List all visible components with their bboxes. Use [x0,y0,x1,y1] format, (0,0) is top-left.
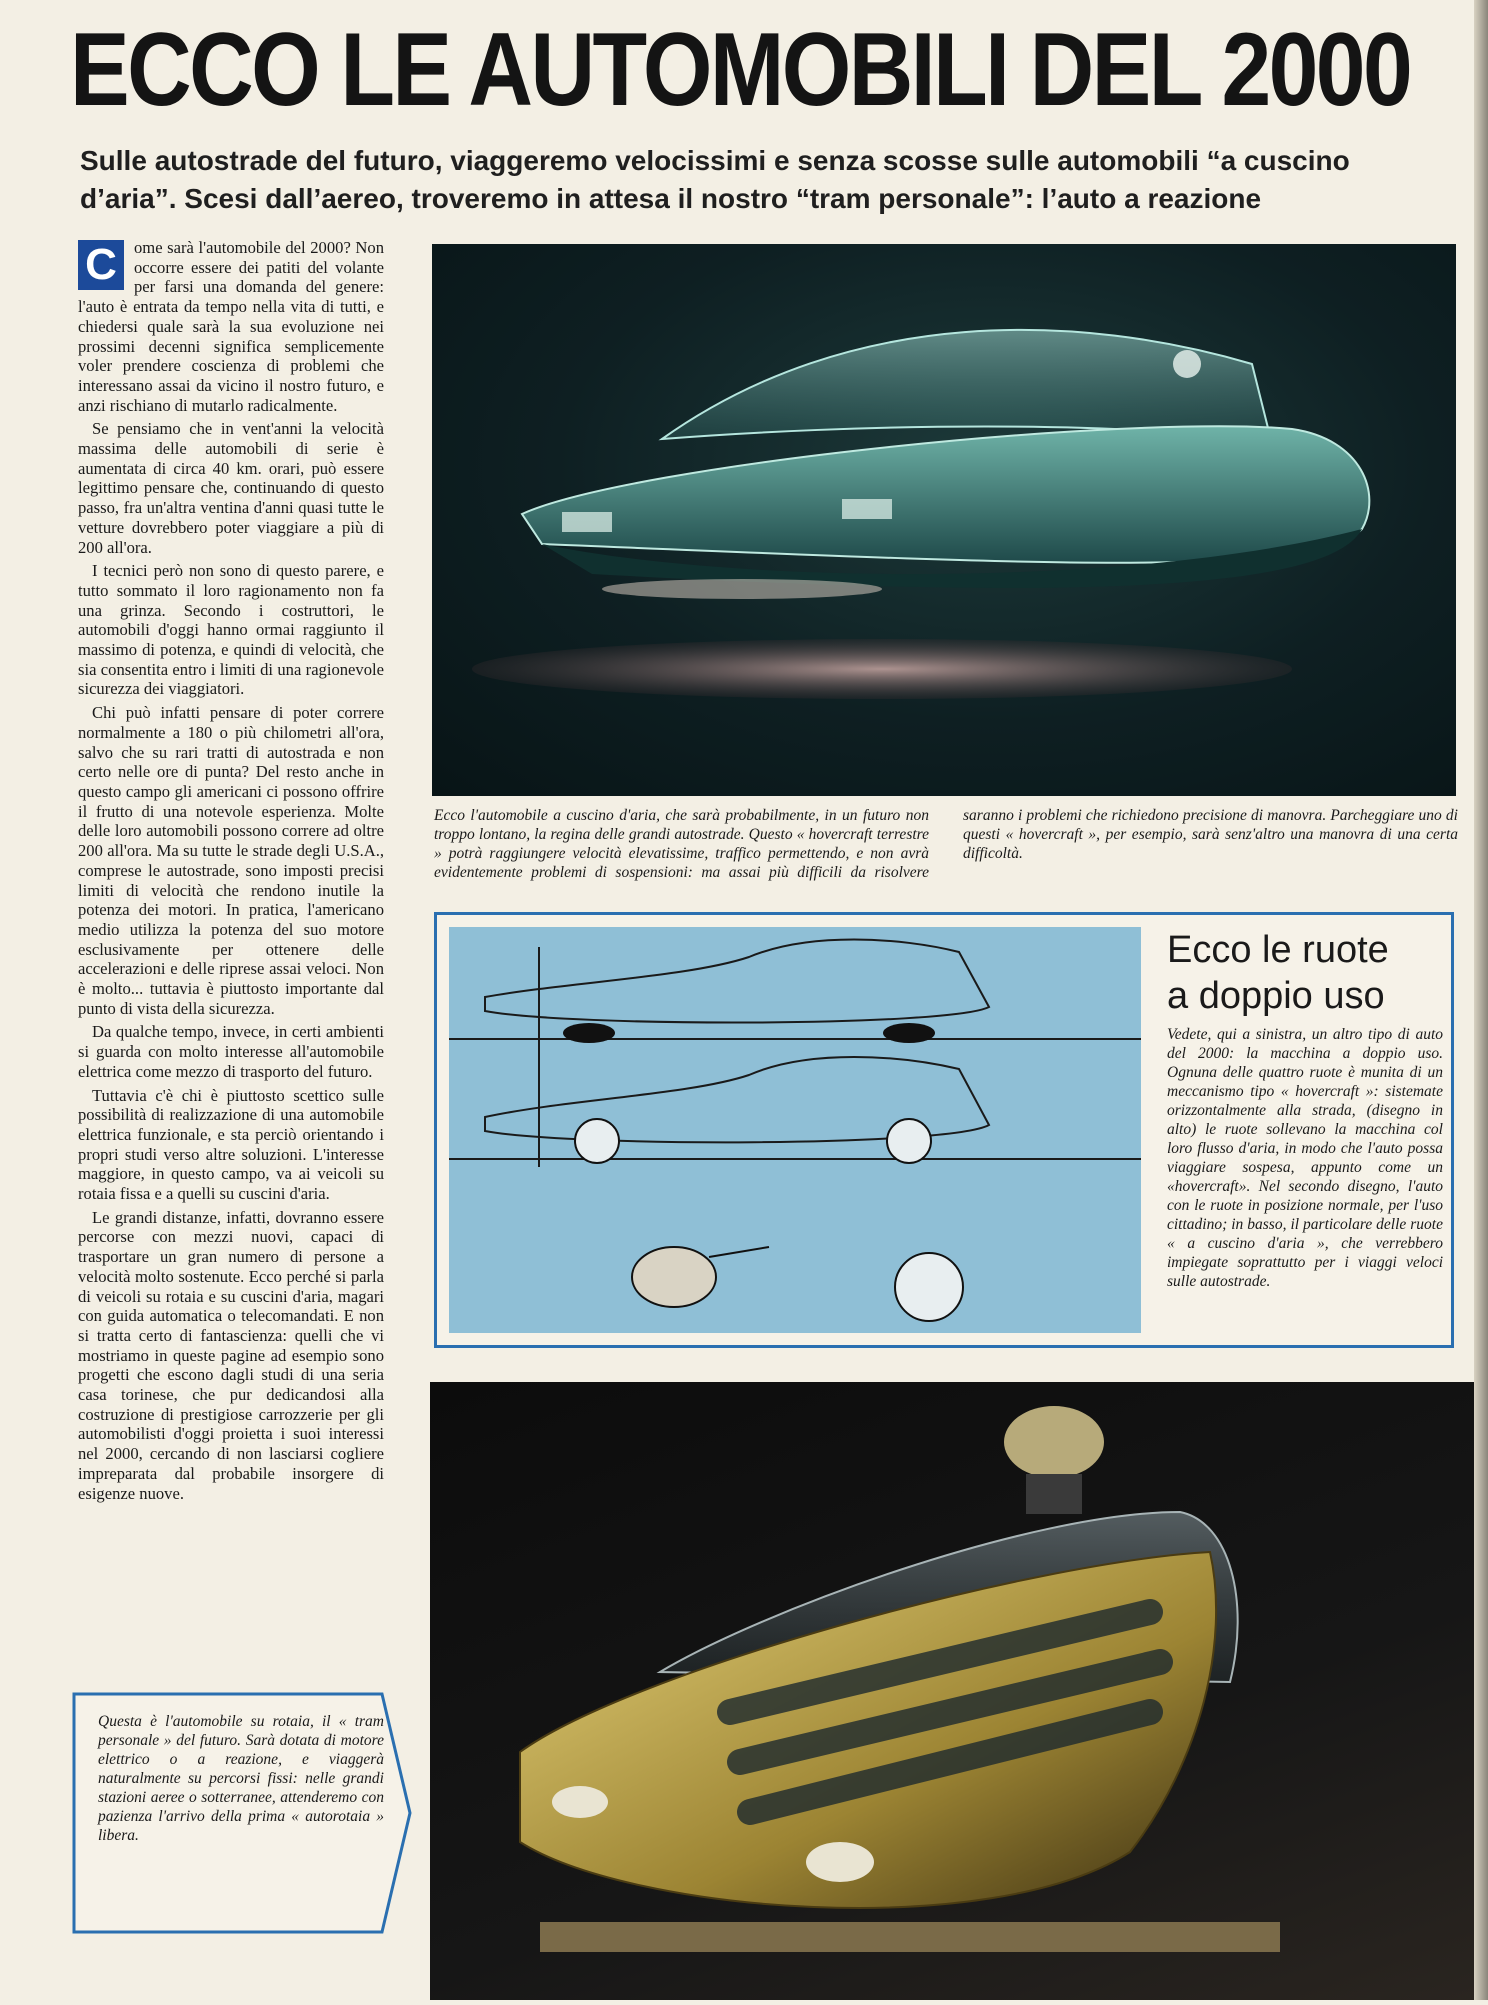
article-paragraph: Chi può infatti pensare di poter correre normalmente a 180 o più chilometri all'ora, salvo che su rari tratti di autostrada e non certo nelle ore di punta? Del resto anche in questo campo gli americani ci possono offrire il frutto di una notevole esperienza. Molte delle loro automobili possono correre ad oltre 200 all'ora. Ma su tutte le strade degli U.S.A., comprese le autostrade, sono imposti precisi limiti di velocità che rendono inutile la potenza dei motori. In pratica, l'americano medio utilizza la potenza del suo motore esclusivamente per ottenere delle accelerazioni e delle riprese assai veloci. Non è molto... tuttavia è piuttosto importante dal punto di vista della sicurezza. [78,703,384,1018]
headline: ECCO LE AUTOMOBILI DEL 2000 [70,12,1411,128]
article-paragraph: I tecnici però non sono di questo parere, e tutto sommato il loro ragionamento non fa una grinza. Secondo i costruttori, le automobili d'oggi hanno ormai raggiunto il massimo di potenza, e quindi di velocità, che sia consentita entro i limiti di una ragionevole sicurezza dei viaggiatori. [78,561,384,699]
article-paragraph: C ome sarà l'automobile del 2000? Non occorre essere dei patiti del volante per farsi una domanda del genere: l'auto è entrata da tempo nella vita di tutti, e chiedersi quale sarà la sua evoluzione nei prossimi decenni significa semplicemente voler prendere coscienza di problemi che interessano assai da vicino il nostro futuro, e anzi rischiano di mutarlo radicalmente. [78,238,384,415]
drop-cap: C [78,240,124,290]
wheels-box-title-line-2: a doppio uso [1167,975,1385,1017]
rail-car-caption: Questa è l'automobile su rotaia, il « tram personale » del futuro. Sarà dotata di motore elettrico o a reazione, e viaggerà naturalmente su percorsi fissi: nelle grandi stazioni aeree o sotterranee, attenderemo con pazienza l'arrivo della prima « autorotaia » libera. [98,1713,384,1844]
wheels-box-title-line-1: Ecco le ruote [1167,929,1389,971]
subheadline [80,142,1460,218]
article-paragraph: Se pensiamo che in vent'anni la velocità massima delle automobili di serie è aumentata di circa 40 km. orari, può essere legittimo pensare che, continuando di questo passo, fra un'altra ventina d'anni quasi tutte le vetture dovrebbero poter viaggiare a più di 200 all'ora. [78,419,384,557]
subheadline-line-1: Sulle autostrade del futuro, viaggeremo velocissimi e senza scosse sulle automobili “a cuscino [80,145,1350,176]
dual-use-car-drawings [449,927,1141,1333]
rail-car-caption-box [64,1690,416,1936]
rail-car-illustration [430,1382,1474,2000]
page-edge [1474,0,1488,2000]
hovercraft-caption: Ecco l'automobile a cuscino d'aria, che sarà probabilmente, in un futuro non troppo lontano, la regina delle grandi autostrade. Questo « hovercraft terrestre » potrà raggiungere velocità elevatissime, traffico permettendo, e non avrà evidentemente problemi di sospensioni: ma assai più difficili da risolvere saranno i problemi che richiedono precisione di manovra. Parcheggiare uno di questi « hovercraft », per esempio, sarà senz'altro una manovra di una certa difficoltà. [434,807,1458,881]
dual-use-wheels-box [434,912,1454,1348]
article-paragraph: Da qualche tempo, invece, in certi ambienti si guarda con molto interesse all'automobile elettrica come mezzo di trasporto del futuro. [78,1022,384,1081]
hovercraft-car-illustration [432,244,1456,796]
article-paragraph: Le grandi distanze, infatti, dovranno essere percorse con mezzi nuovi, capaci di trasportare un gran numero di persone a velocità molto sostenute. Ecco perché si parla di veicoli su rotaia e su cuscini d'aria, magari con guida automatica o telecomandati. E non si tratta certo di fantascienza: quelli che vi mostriamo in queste pagine ad esempio sono progetti che escono dagli studi di una seria casa torinese, che pur dedicandosi alla costruzione di prestigiose carrozzerie per gli automobilisti d'oggi proietta i suoi interessi nel 2000, cercando di non lasciarsi cogliere impreparata dal probabile insorgere di esigenze nuove. [78,1207,384,1503]
article-body [78,238,384,1507]
article-paragraph: Tuttavia c'è chi è piuttosto scettico sulle possibilità di realizzazione di una automobile elettrica funzionale, e sta perciò orientando i propri studi verso altre soluzioni. L'interesse maggiore, in questo campo, va ai veicoli su rotaia fissa e a quelli su cuscini d'aria. [78,1085,384,1204]
wheels-box-caption: Vedete, qui a sinistra, un altro tipo di auto del 2000: la macchina a doppio uso. Ognuna delle quattro ruote è munita di un meccanismo tipo « hovercraft »: sistemate orizzontalmente alla strada, (disegno in alto) le ruote sollevano la macchina col loro flusso d'aria, in modo che l'auto possa viaggiare sospesa, appunto come un «hovercraft». Nel secondo disegno, l'auto con le ruote in posizione normale, per l'uso cittadino; in basso, il particolare delle ruote « a cuscino d'aria », che verrebbero impiegate soprattutto per i viaggi veloci sulle autostrade. [1167,1026,1443,1290]
wheels-box-title [1167,927,1443,1019]
subheadline-line-2: d’aria”. Scesi dall’aereo, troveremo in attesa il nostro “tram personale”: l’auto a reazione [80,183,1262,214]
